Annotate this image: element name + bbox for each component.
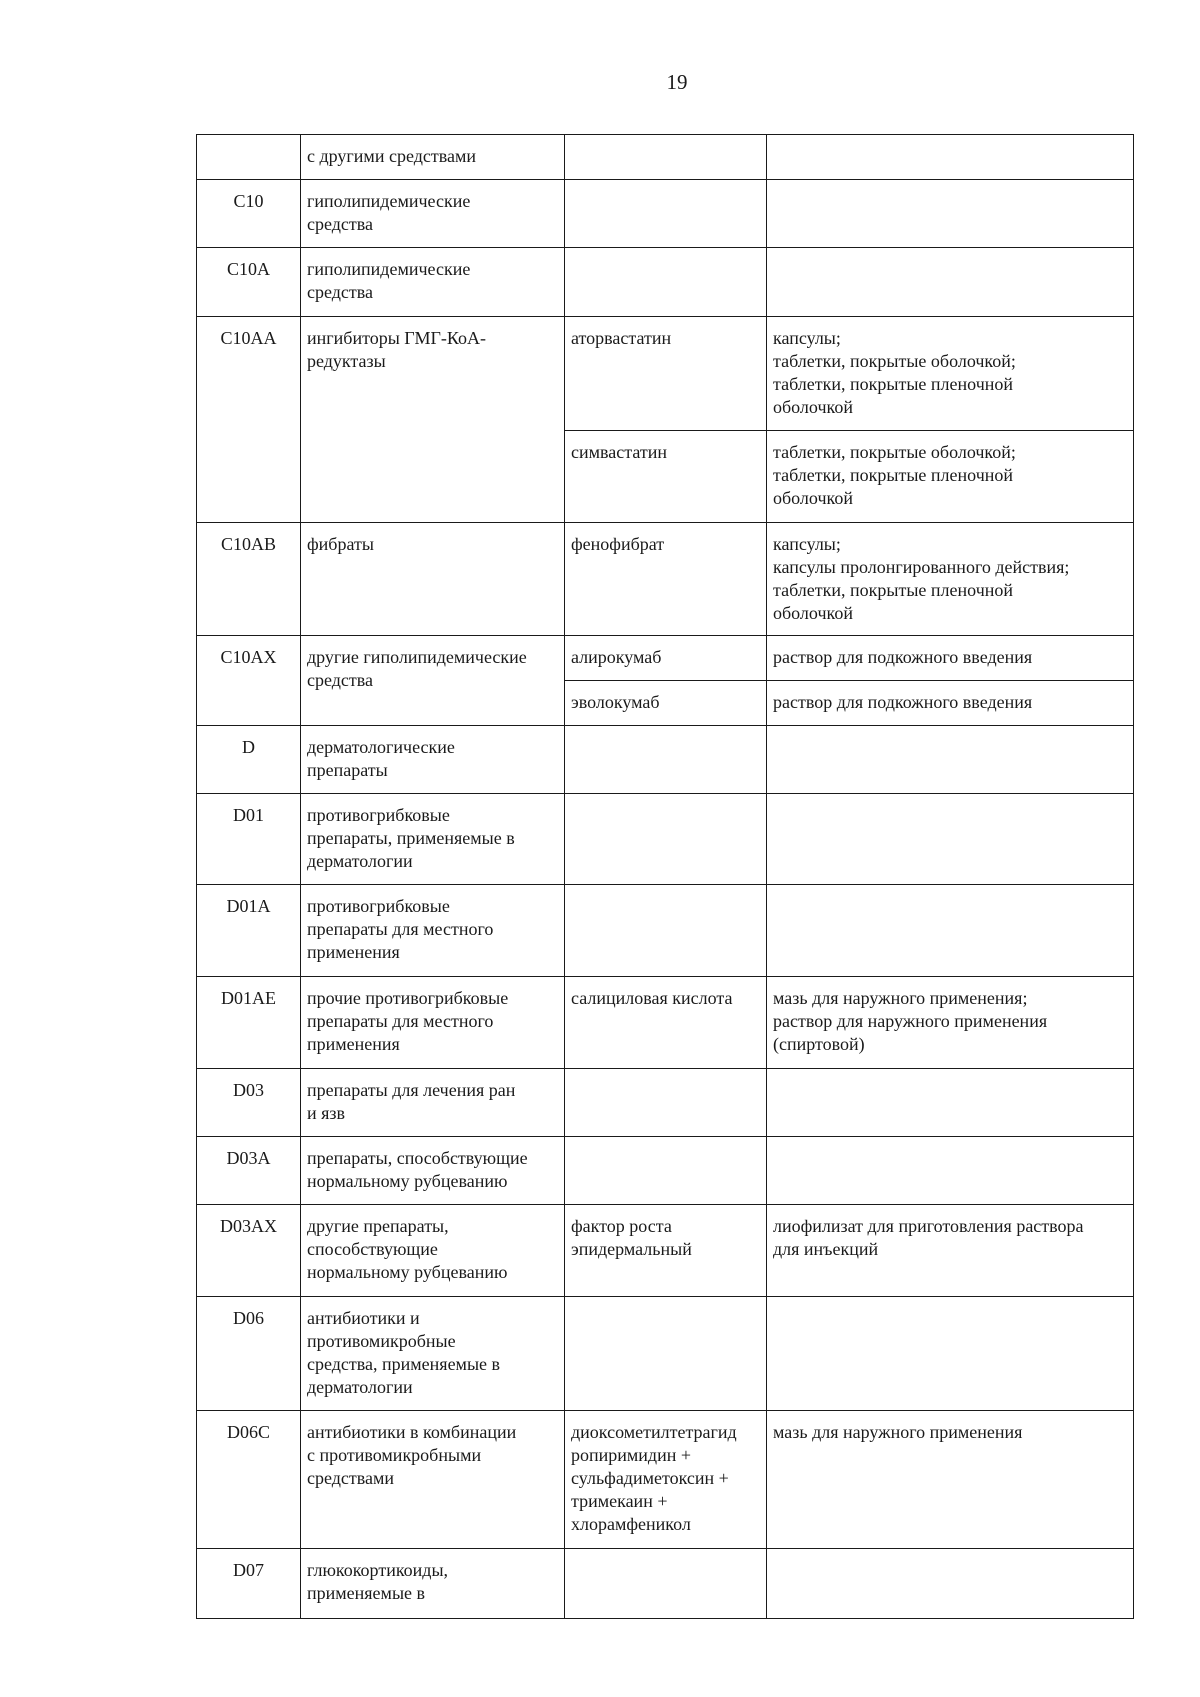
atc-code-cell: C10AX (197, 636, 301, 726)
table-row (197, 636, 1134, 681)
atc-code-cell: C10 (197, 180, 301, 248)
atc-code-cell: D06C (197, 1411, 301, 1549)
dosage-form-cell: капсулы; таблетки, покрытые оболочкой; таблетки, покрытые пленочной оболочкой (767, 317, 1134, 431)
table-row (197, 885, 1134, 977)
drug-name-cell (565, 794, 767, 885)
drug-name-cell (565, 135, 767, 180)
table-row (197, 726, 1134, 794)
drug-name-cell: эволокумаб (565, 681, 767, 726)
dosage-form-cell (767, 794, 1134, 885)
table-row (197, 523, 1134, 636)
atc-code-cell: D03AX (197, 1205, 301, 1297)
group-name-cell: антибиотики и противомикробные средства, применяемые в дерматологии (301, 1297, 565, 1411)
dosage-form-cell: лиофилизат для приготовления раствора для инъекций (767, 1205, 1134, 1297)
drug-name-cell: симвастатин (565, 431, 767, 523)
dosage-form-cell: капсулы; капсулы пролонгированного действия; таблетки, покрытые пленочной оболочкой (767, 523, 1134, 636)
group-name-cell: антибиотики в комбинации с противомикробными средствами (301, 1411, 565, 1549)
atc-code-cell: C10AA (197, 317, 301, 523)
atc-code-cell: D06 (197, 1297, 301, 1411)
table-row (197, 1137, 1134, 1205)
dosage-form-cell (767, 885, 1134, 977)
dosage-form-cell (767, 248, 1134, 317)
table-row (197, 1205, 1134, 1297)
group-name-cell: дерматологические препараты (301, 726, 565, 794)
atc-code-cell: C10AB (197, 523, 301, 636)
drug-name-cell: фенофибрат (565, 523, 767, 636)
table-row (197, 317, 1134, 431)
group-name-cell: прочие противогрибковые препараты для местного применения (301, 977, 565, 1069)
drug-name-cell: диоксометилтетрагид ропиримидин + сульфадиметоксин + тримекаин + хлорамфеникол (565, 1411, 767, 1549)
dosage-form-cell: мазь для наружного применения; раствор для наружного применения (спиртовой) (767, 977, 1134, 1069)
dosage-form-cell (767, 1549, 1134, 1619)
drug-name-cell (565, 1137, 767, 1205)
table-row (197, 248, 1134, 317)
dosage-form-cell: раствор для подкожного введения (767, 636, 1134, 681)
group-name-cell: с другими средствами (301, 135, 565, 180)
group-name-cell: препараты, способствующие нормальному рубцеванию (301, 1137, 565, 1205)
page-number: 19 (666, 70, 688, 94)
group-name-cell: глюкокортикоиды, применяемые в (301, 1549, 565, 1619)
drug-name-cell: алирокумаб (565, 636, 767, 681)
table-row (197, 794, 1134, 885)
dosage-form-cell (767, 1137, 1134, 1205)
atc-code-cell: D01 (197, 794, 301, 885)
group-name-cell: ингибиторы ГМГ-КоА- редуктазы (301, 317, 565, 523)
drug-name-cell: фактор роста эпидермальный (565, 1205, 767, 1297)
atc-code-cell: D01A (197, 885, 301, 977)
atc-code-cell: D (197, 726, 301, 794)
group-name-cell: препараты для лечения ран и язв (301, 1069, 565, 1137)
drug-name-cell (565, 180, 767, 248)
table-row (197, 180, 1134, 248)
table-row (197, 1411, 1134, 1549)
group-name-cell: фибраты (301, 523, 565, 636)
drug-name-cell: аторвастатин (565, 317, 767, 431)
group-name-cell: противогрибковые препараты для местного применения (301, 885, 565, 977)
drug-name-cell (565, 1549, 767, 1619)
dosage-form-cell: таблетки, покрытые оболочкой; таблетки, покрытые пленочной оболочкой (767, 431, 1134, 523)
dosage-form-cell (767, 1297, 1134, 1411)
atc-code-cell: D03A (197, 1137, 301, 1205)
atc-code-cell: D03 (197, 1069, 301, 1137)
table-row (197, 1549, 1134, 1619)
group-name-cell: другие препараты, способствующие нормальному рубцеванию (301, 1205, 565, 1297)
drug-name-cell (565, 248, 767, 317)
atc-code-cell: D01AE (197, 977, 301, 1069)
group-name-cell: гиполипидемические средства (301, 180, 565, 248)
table-row (197, 1297, 1134, 1411)
atc-code-cell: D07 (197, 1549, 301, 1619)
group-name-cell: другие гиполипидемические средства (301, 636, 565, 726)
drug-name-cell (565, 1297, 767, 1411)
atc-code-cell: C10A (197, 248, 301, 317)
drug-name-cell (565, 885, 767, 977)
dosage-form-cell (767, 135, 1134, 180)
group-name-cell: гиполипидемические средства (301, 248, 565, 317)
group-name-cell: противогрибковые препараты, применяемые в дерматологии (301, 794, 565, 885)
dosage-form-cell: раствор для подкожного введения (767, 681, 1134, 726)
table-row (197, 1069, 1134, 1137)
dosage-form-cell (767, 1069, 1134, 1137)
atc-drug-table (196, 134, 1134, 1619)
drug-name-cell (565, 1069, 767, 1137)
drug-name-cell: салициловая кислота (565, 977, 767, 1069)
atc-code-cell (197, 135, 301, 180)
drug-name-cell (565, 726, 767, 794)
table-row (197, 135, 1134, 180)
dosage-form-cell: мазь для наружного применения (767, 1411, 1134, 1549)
dosage-form-cell (767, 180, 1134, 248)
dosage-form-cell (767, 726, 1134, 794)
table-row (197, 977, 1134, 1069)
